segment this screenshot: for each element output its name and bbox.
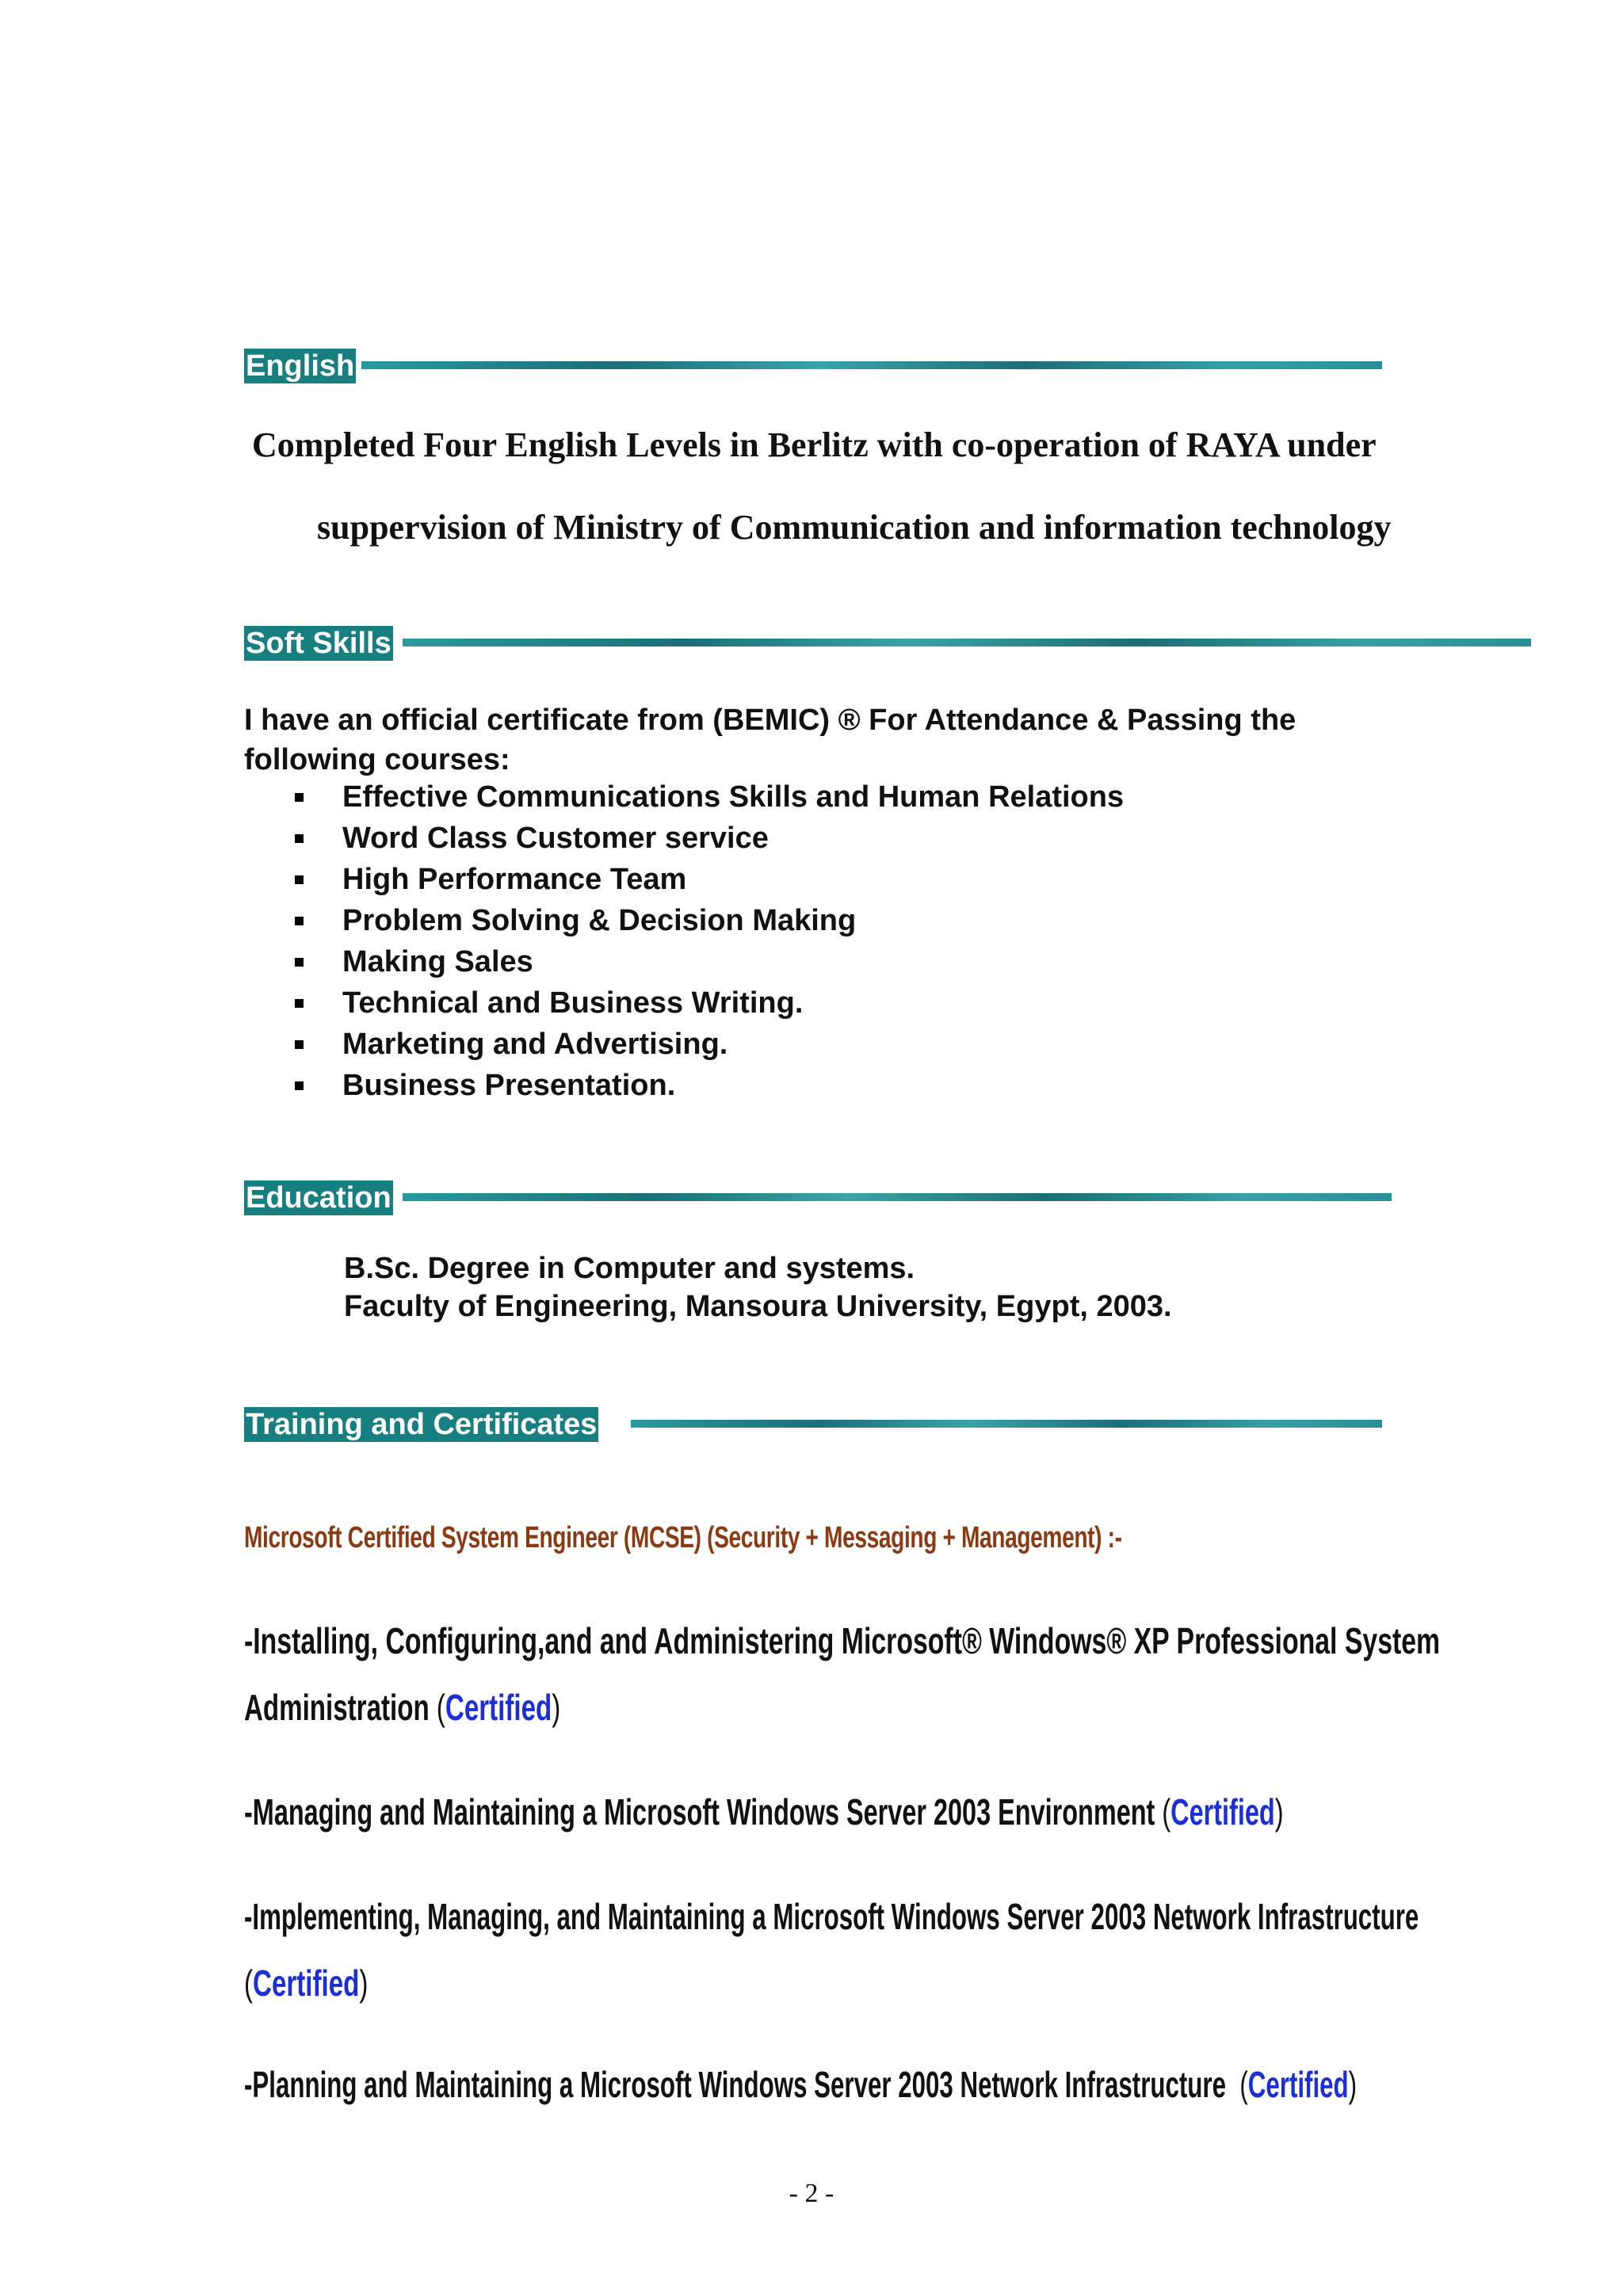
mcse-program-title: Microsoft Certified System Engineer (MCSE) (Security + Messaging + Management) :-: [244, 1521, 1122, 1554]
section-header-education: [244, 1180, 1392, 1215]
list-item: High Performance Team: [293, 859, 1124, 900]
list-item: Marketing and Advertising.: [293, 1024, 1124, 1065]
soft-skills-intro: I have an official certificate from (BEMIC) ® For Attendance & Passing the following courses:: [244, 704, 1296, 776]
certified-label: Certified: [1170, 1791, 1275, 1833]
square-bullet-icon: [295, 1040, 304, 1049]
cert-item-2: -Managing and Maintaining a Microsoft Windows Server 2003 Environment (Certified): [244, 1791, 1284, 1833]
list-item: Making Sales: [293, 941, 1124, 982]
cert-item-1-line-2: Administration (Certified): [244, 1687, 561, 1728]
square-bullet-icon: [295, 1081, 304, 1090]
section-header-training: [244, 1407, 1382, 1442]
cert-item-1-line-1: -Installing, Configuring,and and Administering Microsoft® Windows® XP Professional System: [244, 1620, 1441, 1661]
list-item: Effective Communications Skills and Human Relations: [293, 776, 1124, 818]
course-list: [293, 776, 1124, 1106]
square-bullet-icon: [295, 958, 304, 967]
section-rule: [403, 1193, 1392, 1201]
page-number: - 2 -: [789, 2179, 834, 2208]
section-title: Training and Certificates: [246, 1408, 598, 1441]
square-bullet-icon: [295, 999, 304, 1008]
education-faculty: Faculty of Engineering, Mansoura University, Egypt, 2003.: [344, 1290, 1172, 1323]
section-rule: [361, 361, 1382, 369]
education-degree: B.Sc. Degree in Computer and systems.: [344, 1252, 915, 1285]
certified-label: Certified: [1247, 2064, 1349, 2105]
section-rule: [631, 1420, 1382, 1428]
section-rule: [403, 639, 1531, 646]
english-line-2: suppervision of Ministry of Communication and information technology: [317, 508, 1392, 547]
cert-item-3-line-2: (Certified): [244, 1962, 369, 2004]
cert-item-4: -Planning and Maintaining a Microsoft Windows Server 2003 Network Infrastructure (Certified): [244, 2064, 1358, 2105]
section-title: Education: [246, 1181, 391, 1215]
square-bullet-icon: [295, 834, 304, 843]
list-item: Word Class Customer service: [293, 818, 1124, 859]
square-bullet-icon: [295, 917, 304, 925]
cert-item-3-line-1: -Implementing, Managing, and Maintaining a Microsoft Windows Server 2003 Network Infrastructure: [244, 1896, 1419, 1937]
certified-label: Certified: [253, 1962, 360, 2004]
section-title: English: [246, 349, 355, 383]
square-bullet-icon: [295, 875, 304, 884]
section-header-soft-skills: [244, 626, 1531, 661]
section-title: Soft Skills: [246, 627, 391, 660]
list-item: Technical and Business Writing.: [293, 982, 1124, 1024]
english-line-1: Completed Four English Levels in Berlitz with co-operation of RAYA under: [252, 425, 1377, 464]
certified-label: Certified: [445, 1687, 552, 1728]
list-item: Business Presentation.: [293, 1065, 1124, 1106]
square-bullet-icon: [295, 793, 304, 802]
section-header-english: [244, 349, 1382, 383]
list-item: Problem Solving & Decision Making: [293, 900, 1124, 941]
